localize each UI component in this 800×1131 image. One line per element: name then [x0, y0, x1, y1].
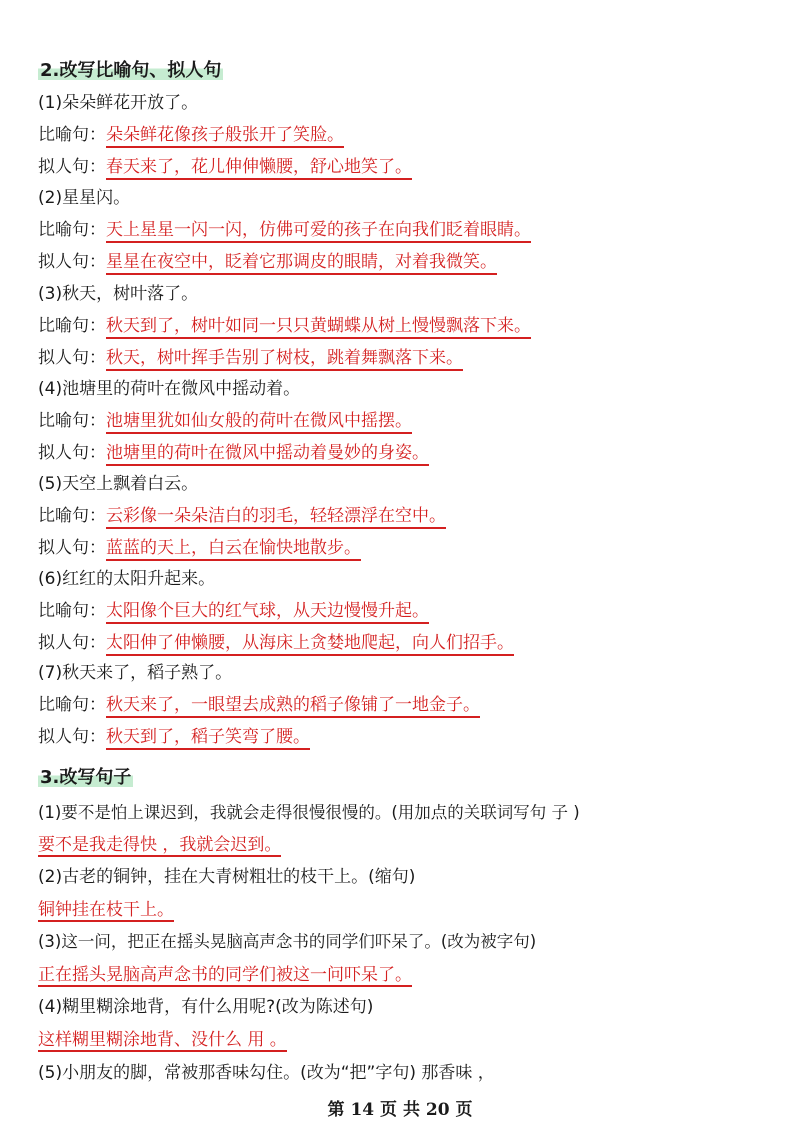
- s2-q4: (4)池塘里的荷叶在微风中摇动着。: [38, 379, 301, 399]
- s2-q5-simile: 比喻句：云彩像一朵朵洁白的羽毛，轻轻漂浮在空中。: [38, 499, 446, 533]
- s2-q6: (6)红红的太阳升起来。: [38, 569, 216, 589]
- s2-q5: (5)天空上飘着白云。: [38, 474, 199, 494]
- s2-q2: (2)星星闪。: [38, 188, 131, 208]
- s2-q3-simile: 比喻句：秋天到了，树叶如同一只只黄蝴蝶从树上慢慢飘落下来。: [38, 309, 531, 343]
- s3-q1-answer: 要不是我走得快 ，我就会迟到。: [38, 835, 282, 855]
- s2-q4-simile: 比喻句：池塘里犹如仙女般的荷叶在微风中摇摆。: [38, 404, 412, 438]
- section-3-heading: 3.改写句子: [40, 767, 132, 788]
- s3-q3: (3)这一问，把正在摇头晃脑高声念书的同学们吓呆了。(改为被字句): [38, 932, 537, 951]
- s2-q2-simile: 比喻句：天上星星一闪一闪，仿佛可爱的孩子在向我们眨着眼睛。: [38, 213, 531, 247]
- s3-q2: (2)古老的铜钟，挂在大青树粗壮的枝干上。(缩句): [38, 867, 416, 887]
- s3-q4: (4)糊里糊涂地背，有什么用呢?(改为陈述句): [38, 997, 374, 1017]
- section-2-heading: 2.改写比喻句、拟人句: [40, 60, 222, 81]
- s3-q3-answer: 正在摇头晃脑高声念书的同学们被这一问吓呆了。: [38, 965, 412, 985]
- s2-q6-simile: 比喻句：太阳像个巨大的红气球，从天边慢慢升起。: [38, 594, 429, 628]
- s2-q1-personify: 拟人句：春天来了，花儿伸伸懒腰，舒心地笑了。: [38, 150, 412, 184]
- s2-q2-personify: 拟人句：星星在夜空中，眨着它那调皮的眼睛，对着我微笑。: [38, 245, 497, 279]
- s2-q3-personify: 拟人句：秋天，树叶挥手告别了树枝，跳着舞飘落下来。: [38, 341, 463, 375]
- page-footer: 第 14 页 共 20 页: [327, 1100, 473, 1120]
- s3-q2-answer: 铜钟挂在枝干上。: [38, 900, 174, 920]
- s2-q6-personify: 拟人句：太阳伸了伸懒腰，从海床上贪婪地爬起，向人们招手。: [38, 626, 514, 660]
- s2-q4-personify: 拟人句：池塘里的荷叶在微风中摇动着曼妙的身姿。: [38, 436, 429, 470]
- s2-q1: (1)朵朵鲜花开放了。: [38, 93, 199, 113]
- s2-q7-simile: 比喻句：秋天来了，一眼望去成熟的稻子像铺了一地金子。: [38, 688, 480, 722]
- s3-q5: (5)小朋友的脚，常被那香味勾住。(改为“把”字句) 那香味 ，: [38, 1063, 495, 1083]
- s3-q4-answer: 这样糊里糊涂地背、没什么 用 。: [38, 1030, 287, 1050]
- s2-q1-simile: 比喻句：朵朵鲜花像孩子般张开了笑脸。: [38, 118, 344, 152]
- s2-q5-personify: 拟人句：蓝蓝的天上，白云在愉快地散步。: [38, 531, 361, 565]
- s2-q7-personify: 拟人句：秋天到了，稻子笑弯了腰。: [38, 720, 310, 754]
- s2-q3: (3)秋天，树叶落了。: [38, 284, 199, 304]
- s3-q1: (1)要不是怕上课迟到，我就会走得很慢很慢的。(用加点的关联词写句 子 ): [38, 803, 580, 822]
- s2-q7: (7)秋天来了，稻子熟了。: [38, 663, 233, 683]
